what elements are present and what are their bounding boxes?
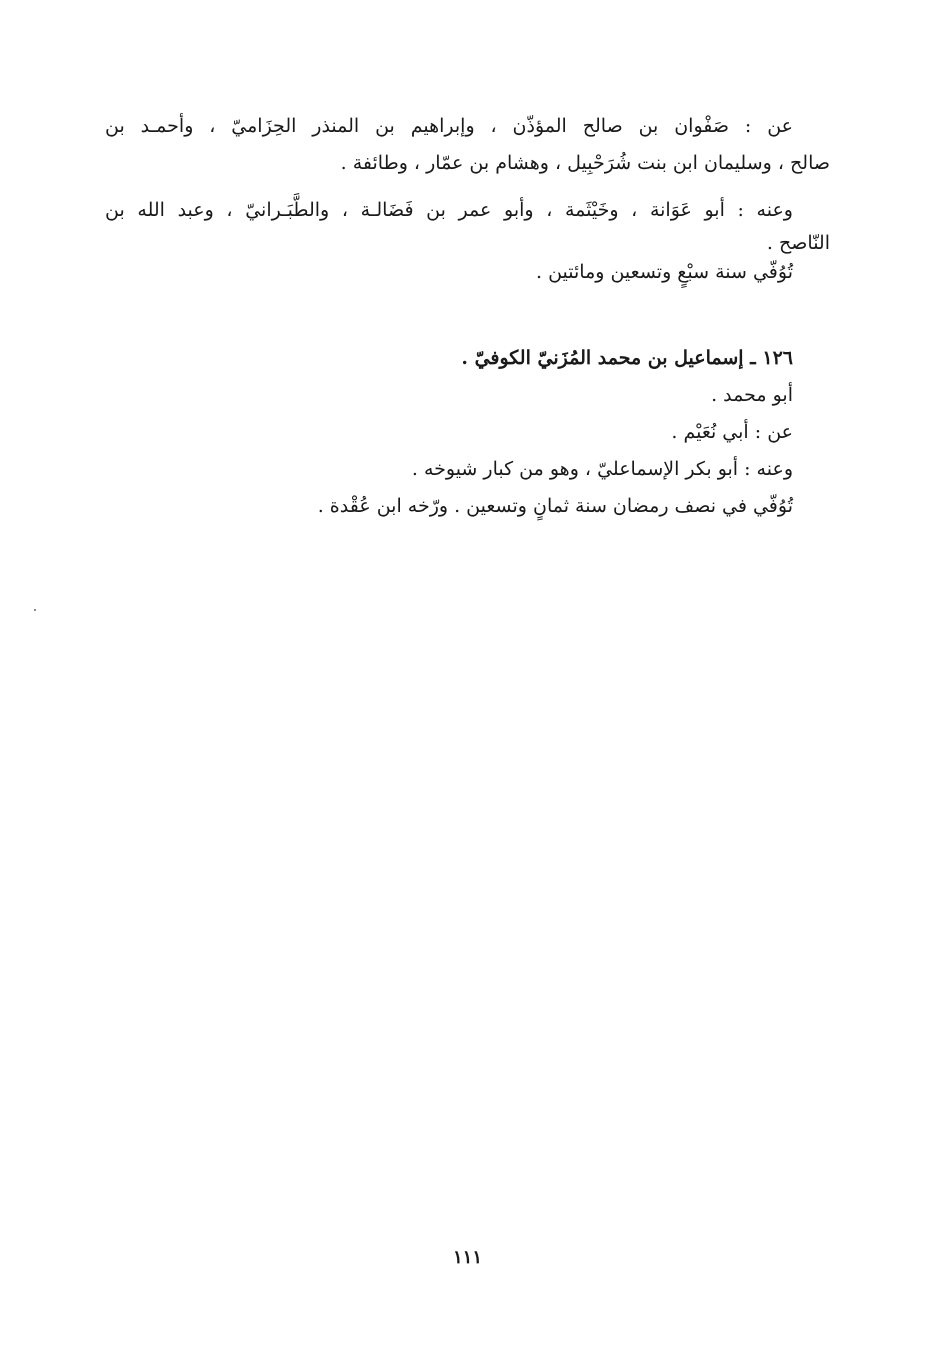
death-note-125: تُوُفّي سنة سبْعٍ وتسعين ومائتين .	[535, 261, 793, 283]
students-line-2: النّاصح .	[766, 232, 830, 254]
teachers-line-1: عن : صَفْوان بن صالح المؤذّن ، وإبراهيم بن المنذر الحِزَاميّ ، وأحمـد بن	[105, 115, 793, 137]
students-line-1: وعنه : أبو عَوَانة ، وخَيْثَمة ، وأبو عمر بن فَضَالـة ، والطَّبَـرانيّ ، وعبد الله بن	[105, 199, 793, 221]
entry-125-continuation	[105, 108, 830, 291]
kunya-line: أبو محمد .	[711, 384, 793, 406]
scan-speck	[34, 609, 36, 611]
page-number: ١١١	[452, 1247, 482, 1268]
entry-126-title: ١٢٦ ـ إسماعيل بن محمد المُزَنيّ الكوفيّ .	[461, 347, 793, 369]
entry-126	[105, 340, 830, 525]
teachers-line-2: صالح ، وسليمان ابن بنت شُرَحْبِيل ، وهشام بن عمّار ، وطائفة .	[340, 152, 830, 174]
death-note-126: تُوُفّي في نصف رمضان سنة ثمانٍ وتسعين . ورّخه ابن عُقْدة .	[317, 495, 793, 517]
teachers-line: عن : أبي نُعَيْم .	[671, 421, 793, 443]
students-line: وعنه : أبو بكر الإسماعليّ ، وهو من كبار شيوخه .	[411, 458, 793, 480]
